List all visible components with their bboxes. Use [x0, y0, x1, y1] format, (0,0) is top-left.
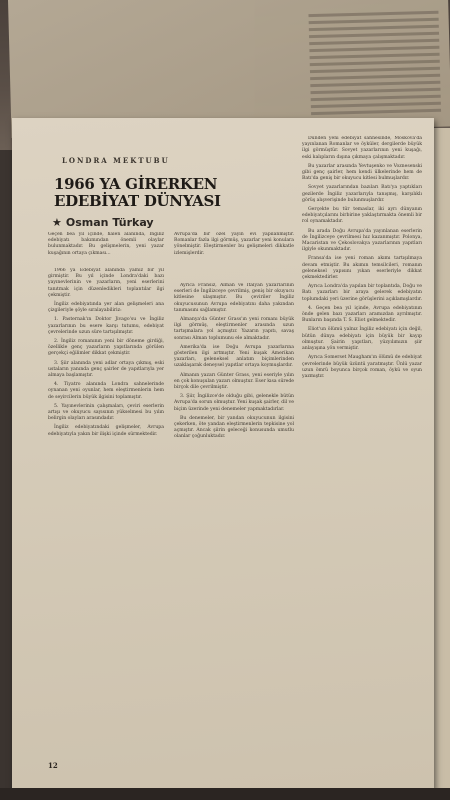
paragraph: Bu yazarlar arasında Yevtuşenko ve Voznesenski gibi genç şairler, hem kendi ülkelerinde hem de Batı'da geniş bir okuyucu kitlesi bulmuşlardır.	[302, 163, 422, 182]
page-number: 12	[48, 761, 58, 770]
author-name: Osman Türkay	[65, 216, 154, 229]
column-2	[174, 283, 294, 753]
paragraph: 3. Şiir, İngilizce'de olduğu gibi, gelenekle bütün Avrupa'da sorun olmuştur. Yeni kuşak şairler, dil ve biçim üzerinde yeni denemeler yapmaktadırlar.	[174, 394, 294, 412]
paragraph: Dünden yeni edebiyat sahnesinde, Moskova'da yayınlanan Romanlar ve öyküler, dergilerde büyük ilgi görmüştür. Sovyet yazarlarının yeni kuşağı, eski kalıpların dışına çıkmaya çalışmaktadır.	[302, 136, 422, 160]
paragraph: 4. Geçen bea yıl içinde, Avrupa edebiyatının önde gelen bazı yazarları aramızdan ayrılmıştır. Bunların başında T. S. Eliot gelmektedir.	[302, 305, 422, 324]
byline	[52, 216, 154, 229]
paragraph: 4. Tiyatro alanında Londra sahnelerinde oynanan yeni oyunlar, hem eleştirmenlerin hem de seyircilerin büyük ilgisini toplamıştır.	[48, 382, 164, 400]
paragraph: İngiliz edebiyatındaki gelişmeler, Avrupa edebiyatıyla yakın bir ilişki içinde sürmektedir.	[48, 425, 164, 437]
paragraph: 3. Şiir alanında yeni adlar ortaya çıkmış, eski ustaların yanında genç şairler de yapıtlarıyla yer almaya başlamıştır.	[48, 360, 164, 379]
paragraph: Eliot'un ölümü yalnız İngiliz edebiyatı için değil, bütün dünya edebiyatı için büyük bir kayıp olmuştur. Şairin yapıtları, yüzyılımızın şiir anlayışına yön vermiştir.	[302, 327, 422, 352]
previous-page-ghost-text	[308, 7, 441, 119]
paragraph: 1. Pasternak'ın Doktor Jivago'su ve İngiliz yazarlarının bu esere karşı tutumu, edebiyat çevrelerinde uzun süre tartışılmıştır.	[48, 317, 164, 335]
star-icon: ★	[52, 216, 62, 229]
paragraph: Almanın yazarı Günter Grass, yeni eseriyle yılın en çok konuşulan yazarı olmuştur. Eser kısa sürede birçok dile çevrilmiştir.	[174, 372, 294, 391]
paragraph: Bu denemeler, bir yandan okuyucunun ilgisini çekerken, öte yandan eleştirmenlerin tepkisine yol açmıştır. Ancak şiirin geleceği konusunda umutlu olanlar çoğunluktadır.	[174, 415, 294, 440]
paragraph: Ayrıca Londra'da yapılan bir toplantıda, Doğu ve Batı yazarları bir araya gelerek edebiyatın toplumdaki yeri üzerine görüşlerini açıklamışlardır.	[302, 284, 422, 302]
paragraph: 1966 ya Edebiyat alanında yalnız bir yıl girmiştir. Bu yıl içinde Londra'daki bazı yayınevlerinin ve yazarların, yeni eserlerini tanıtmak için düzenledikleri toplantılar ilgi çekmiştir.	[48, 268, 164, 298]
column-3	[302, 136, 422, 781]
magazine-page	[12, 118, 434, 790]
paragraph: İngiliz edebiyatında yer alan gelişmeleri ana çizgileriyle şöyle sıralayabiliriz:	[48, 302, 164, 314]
adjacent-page-edge	[434, 128, 450, 788]
paragraph: Sovyet yazarlarından bazıları Batı'ya yaptıkları gezilerde İngiliz yazarlarıyla tanışmış, karşılıklı görüş alışverişinde bulunmuşlardır.	[302, 185, 422, 203]
paragraph: Fransa'da ise yeni roman akımı tartışılmaya devam etmiştir. Bu akımın temsilcileri, romanın geleneksel yapısını yıkan eserleriyle dikkat çekmektedirler.	[302, 256, 422, 281]
paragraph: Ayrıca Somerset Maugham'ın ölümü de edebiyat çevrelerinde büyük üzüntü yaratmıştır. Ünlü yazar uzun ömrü boyunca birçok roman, öykü ve oyun yazmıştır.	[302, 355, 422, 379]
paragraph: Ayrıca Fransız, Alman ve İtalyan yazarlarının eserleri de İngilizceye çevrilmiş, geniş bir okuyucu kitlesine ulaşmıştır. Bu çeviriler İngiliz okuyucusunun Avrupa edebiyatını daha yakından tanımasını sağlamıştır.	[174, 283, 294, 313]
section-label: LONDRA MEKTUBU	[62, 156, 170, 165]
paragraph: Bu arada Doğu Avrupa'da yayınlanan eserlerin de İngilizceye çevrilmesi hız kazanmıştır. Polonya, Macaristan ve Çekoslovakya yazarlarının yapıtları ilgiyle okunmaktadır.	[302, 228, 422, 253]
column-1-intro: Geçen bea yıl içinde, hâlen alanında, İngiliz edebiyatı bakımından önemli olaylar bulunmaktadır. Bu gelişmelerin, yeni yazar kuşağının ortaya çıkması...	[48, 232, 164, 256]
paragraph: Almanya'da Günter Grass'ın yeni romanı büyük ilgi görmüş, eleştirmenler arasında uzun tartışmalara yol açmıştır. Yazarın yapıtı, savaş sonrası Alman toplumunu ele almaktadır.	[174, 317, 294, 341]
column-1	[48, 268, 164, 743]
table-surface	[0, 788, 450, 800]
column-2-top: Avrupa'da bir özel yayın evi yapılanmıştır. Romanlar fazla ilgi görmüş, yazarlar yeni konulara yönelmiştir. Eleştirmenler bu gelişmeleri dikkatle izlemişlerdir.	[174, 232, 294, 256]
paragraph: 2. İngiliz romanının yeni bir döneme girdiği, özellikle genç yazarların yapıtlarında görülen gerçekçi eğilimler dikkat çekmiştir.	[48, 339, 164, 357]
paragraph: Amerika'da ise Doğu Avrupa yazarlarına gösterilen ilgi artmıştır. Yeni kuşak Amerikan yazarları, geleneksel anlatım biçimlerinden uzaklaşarak deneysel yapıtlar ortaya koymuşlardır.	[174, 344, 294, 369]
article-headline: 1966 YA GİRERKEN EDEBİYAT DÜNYASI	[54, 175, 221, 210]
paragraph: 5. Yayınevlerinin çalışmaları, çeviri eserlerin artışı ve okuyucu sayısının yükselmesi bu yılın belirgin olayları arasındadır.	[48, 403, 164, 422]
paragraph: Gerçekte bu tür temaslar, iki ayrı dünyanın edebiyatçılarını birbirine yaklaştırmakta önemli bir rol oynamaktadır.	[302, 207, 422, 225]
